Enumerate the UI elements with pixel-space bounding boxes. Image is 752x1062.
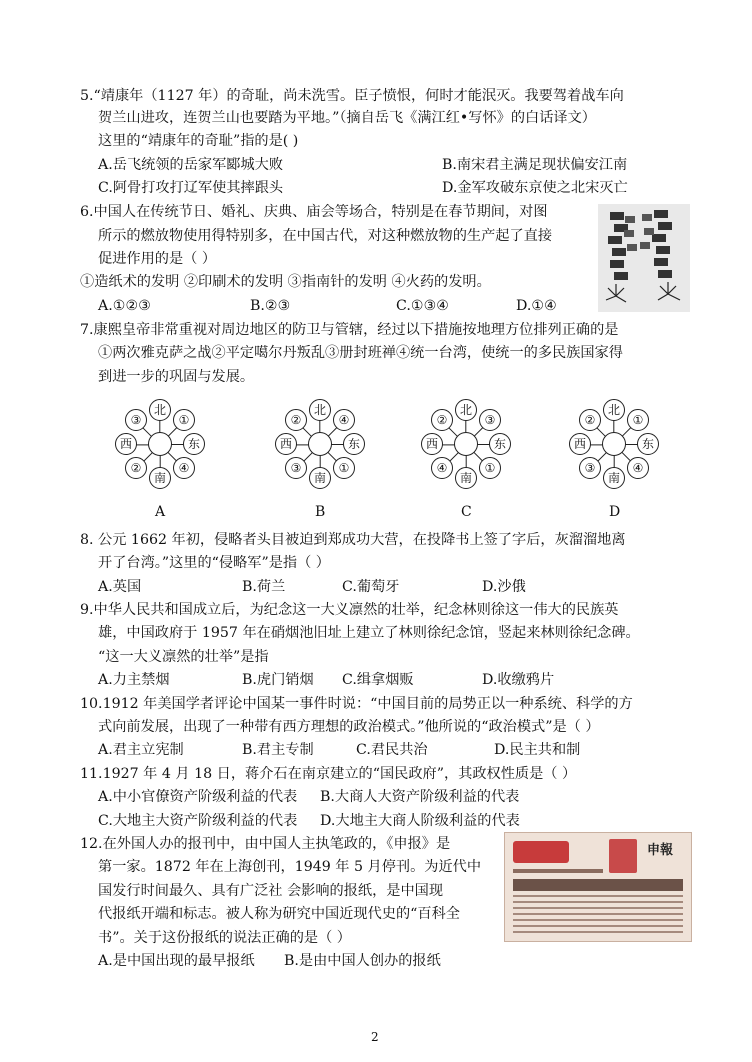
compass-node-south: 南 [455,467,477,489]
q9-line-1: 9.中华人民共和国成立后，为纪念这一大义凛然的壮举，纪念林则徐这一伟大的民族英 [80,602,619,618]
q9-line-2: 雄，中国政府于 1957 年在硝烟池旧址上建立了林则徐纪念馆，竖起来林则徐纪念碑。 [98,625,640,641]
newspaper-red-block [609,839,637,873]
compass-center [148,432,172,456]
compass-node-north: 北 [455,399,477,421]
compass-node-north: 北 [309,399,331,421]
q11-option-b: B.大商人大资产阶级利益的代表 [320,789,520,805]
compass-node-west: 西 [115,433,137,455]
compass-node-tl: ② [431,409,453,431]
compass-node-br: ① [479,457,501,479]
q6-line-1: 6.中国人在传统节日、婚礼、庆典、庙会等场合，特别是在春节期间，对图 [80,204,548,220]
compass-label: B [315,504,326,520]
compass-node-br: ① [333,457,355,479]
compass-node-tl: ② [285,409,307,431]
q7-line-2: ①两次雅克萨之战②平定噶尔丹叛乱③册封班禅④统一台湾，使统一的多民族国家得 [98,345,623,361]
compass-node-south: 南 [603,467,625,489]
newspaper-image [504,832,692,942]
q6-option-b: B.②③ [250,298,291,314]
q10-line-1: 10.1912 年美国学者评论中国某一事件时说：“中国目前的局势正以一种系统、科学的方 [80,696,633,712]
compass-node-bl: ③ [579,457,601,479]
q12-line-1: 12.在外国人办的报刊中，由中国人主执笔政的，《申报》是 [80,836,451,852]
compass-node-tl: ② [579,409,601,431]
q9-option-a: A.力主禁烟 [98,672,170,688]
compass-node-north: 北 [603,399,625,421]
compass-node-north: 北 [149,399,171,421]
q11-line-1: 11.1927 年 4 月 18 日，蒋介石在南京建立的“国民政府”，其政权性质是（ ） [80,766,577,782]
q11-option-d: D.大地主大商人阶级利益的代表 [320,813,520,829]
q8-option-b: B.荷兰 [242,579,286,595]
compass-node-east: 东 [489,433,511,455]
q5-line-3: 这里的“靖康年的奇耻”指的是( ) [98,133,299,149]
q8-option-a: A.英国 [98,579,142,595]
compass-node-east: 东 [183,433,205,455]
q6-line-2: 所示的燃放物使用得特别多，在中国古代，对这种燃放物的生产起了直接 [98,228,553,244]
q10-option-c: C.君民共治 [356,742,428,758]
q10-option-b: B.君主专制 [242,742,314,758]
q9-line-3: “这一大义凛然的壮举”是指 [98,649,269,665]
compass-node-bl: ② [125,457,147,479]
q9-option-d: D.收缴鸦片 [482,672,555,688]
compass-node-south: 南 [309,467,331,489]
q12-option-b: B.是由中国人创办的报纸 [284,953,441,969]
page-number: 2 [371,1030,379,1044]
compass-node-east: 东 [637,433,659,455]
q8-option-c: C.葡萄牙 [342,579,400,595]
q5-line-1: 5.“靖康年（1127 年）的奇耻，尚未洗雪。臣子愤恨，何时才能泯灭。我要驾着战车向 [80,88,624,104]
compass-node-bl: ③ [285,457,307,479]
compass-node-tr: ① [173,409,195,431]
q11-option-a: A.中小官僚资产阶级利益的代表 [98,789,298,805]
q6-line-3: 促进作用的是（ ） [98,251,217,267]
newspaper-red-banner [513,841,569,863]
q6-option-d: D.①④ [516,298,557,314]
q12-option-a: A.是中国出现的最早报纸 [98,953,255,969]
q8-option-d: D.沙俄 [482,579,526,595]
compass-node-south: 南 [149,467,171,489]
compass-node-west: 西 [421,433,443,455]
compass-node-east: 东 [343,433,365,455]
firecracker-image [598,204,690,312]
compass-node-tr: ③ [479,409,501,431]
q5-option-a: A.岳飞统领的岳家军郾城大败 [98,157,284,173]
q5-option-b: B.南宋君主满足现状偏安江南 [442,157,628,173]
q10-option-a: A.君主立宪制 [98,742,184,758]
compass-label: A [155,504,166,520]
q12-line-2: 第一家。1872 年在上海创刊，1949 年 5 月停刊。为近代中 [98,859,482,875]
q11-option-c: C.大地主大资产阶级利益的代表 [98,813,298,829]
q6-option-c: C.①③④ [396,298,450,314]
newspaper-masthead: 申報 [647,843,674,858]
compass-center [602,432,626,456]
compass-center [308,432,332,456]
compass-node-bl: ④ [431,457,453,479]
compass-node-br: ④ [627,457,649,479]
q6-option-a: A.①②③ [98,298,151,314]
q7-line-3: 到进一步的巩固与发展。 [98,369,255,385]
q9-option-c: C.缉拿烟贩 [342,672,414,688]
q8-line-1: 8. 公元 1662 年初，侵略者头目被迫到郑成功大营，在投降书上签了字后，灰溜溜地离 [80,532,626,548]
q10-line-2: 式向前发展，出现了一种带有西方理想的政治模式。”他所说的“政治模式”是（ ） [98,719,600,735]
q12-line-3: 国发行时间最久、具有广泛社 会影响的报纸，是中国现 [98,883,444,899]
q6-choices: ①造纸术的发明 ②印刷术的发明 ③指南针的发明 ④火药的发明。 [80,274,491,290]
q10-option-d: D.民主共和制 [494,742,581,758]
q7-line-1: 7.康熙皇帝非常重视对周边地区的防卫与管辖，经过以下措施按地理方位排列正确的是 [80,322,619,338]
compass-node-tr: ① [627,409,649,431]
q5-option-c: C.阿骨打攻打辽军使其摔跟头 [98,180,284,196]
compass-node-tl: ③ [125,409,147,431]
compass-label: C [461,504,472,520]
q8-line-2: 开了台湾。”这里的“侵略军”是指（ ） [98,555,330,571]
compass-label: D [609,504,621,520]
compass-node-br: ④ [173,457,195,479]
q9-option-b: B.虎门销烟 [242,672,314,688]
q5-option-d: D.金军攻破东京使之北宋灭亡 [442,180,628,196]
compass-center [454,432,478,456]
compass-node-tr: ④ [333,409,355,431]
q12-line-4: 代报纸开端和标志。被人称为研究中国近现代史的“百科全 [98,906,460,922]
q5-line-2: 贺兰山进攻，连贺兰山也要踏为平地。”（摘自岳飞《满江红•写怀》的白话译文） [98,110,596,126]
compass-node-west: 西 [275,433,297,455]
q12-line-5: 书”。关于这份报纸的说法正确的是（ ） [98,930,351,946]
compass-node-west: 西 [569,433,591,455]
